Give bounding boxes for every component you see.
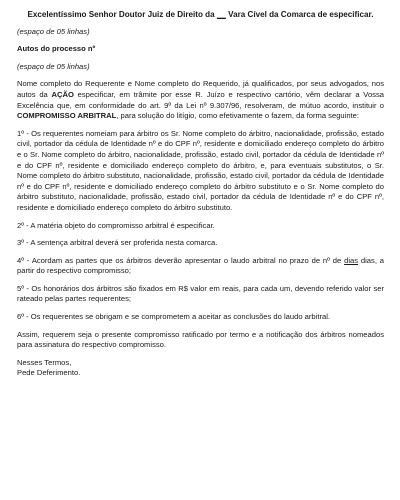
clause-4-underlined-word: dias [344,255,359,265]
clause-2: 2º - A matéria objeto do compromisso arbitral é especificar. [17,220,215,230]
closing-line-2: Pede Deferimento. [17,368,81,378]
closing-block [17,358,384,379]
intro-part-3: , para solução do litígio, como efetivamente o fazem, da forma seguinte: [116,111,359,121]
intro-action: AÇÃO [51,89,74,99]
clause-4-part-2: dias, a partir do respectivo compromisso; [17,255,385,276]
heading-blank: __ [216,10,226,19]
intro-part-1: Nome completo do Requerente e Nome completo do Requerido, já qualificados, por seus advogados, nos autos da [17,79,384,99]
closing-line-1: Nesses Termos, [17,357,72,367]
clause-4-part-1: 4º - Acordam as partes que os árbitros deverão apresentar o laudo arbitral no prazo de nº de [17,255,345,265]
intro-part-2: especificar, em trâmite por esse R. Juízo e respectivo cartório, vêm declarar a Vossa Excelência que, em conformidade do art. 9º da Lei nº 9.307/96, resolveram, de mútuo acordo, instituir o [17,89,384,110]
clause-1: 1º - Os requerentes nomeiam para árbitro os Sr. Nome completo do árbitro, nacionalidade, profissão, estado civil, portador da cédula de Identidade nº e do CPF nº, residente e domiciliado endereço completo do árbitro e o Sr. Nome completo do árbitro, nacionalidade, profissão, estado civil, portador da cédula de Identidade nº e do CPF nº, residente e domiciliado endereço completo do árbitro, e, para eventuais substitutos, o Sr. Nome completo do árbitro substituto, nacionalidade, profissão, estado civil, portador da cédula de Identidade nº e do CPF nº, residente e domiciliado endereço completo do árbitro substituto e o Sr. Nome completo do árbitro substituto, nacionalidade, profissão, estado civil, portador da cédula de Identidade nº e do CPF nº, residente e domiciliado endereço completo do árbitro substituto. [17,128,384,212]
request-paragraph: Assim, requerem seja o presente compromisso ratificado por termo e a notificação dos árbitros nomeados para assinatura do respectivo compromisso. [17,329,384,350]
clause-4 [17,256,384,277]
spacer-note-1: (espaço de 05 linhas) [17,26,90,36]
spacer-note-2: (espaço de 05 linhas) [17,61,90,71]
case-title: Autos do processo nº [17,44,96,54]
clause-6: 6º - Os requerentes se obrigam e se comprometem a aceitar as conclusões do laudo arbitral. [17,312,331,322]
heading-suffix: Vara Cível da Comarca de especificar. [225,10,374,19]
intro-paragraph [17,79,384,121]
intro-commitment: COMPROMISSO ARBITRAL [17,111,117,121]
heading-prefix: Excelentíssimo Senhor Doutor Juiz de Direito da [27,10,217,19]
document-heading [17,10,384,21]
clause-5: 5º - Os honorários dos árbitros são fixados em R$ valor em reais, para cada um, devendo referido valor ser rateado pelas partes requerentes; [17,283,384,304]
clause-3: 3º - A sentença arbitral deverá ser proferida nesta comarca. [17,238,218,248]
